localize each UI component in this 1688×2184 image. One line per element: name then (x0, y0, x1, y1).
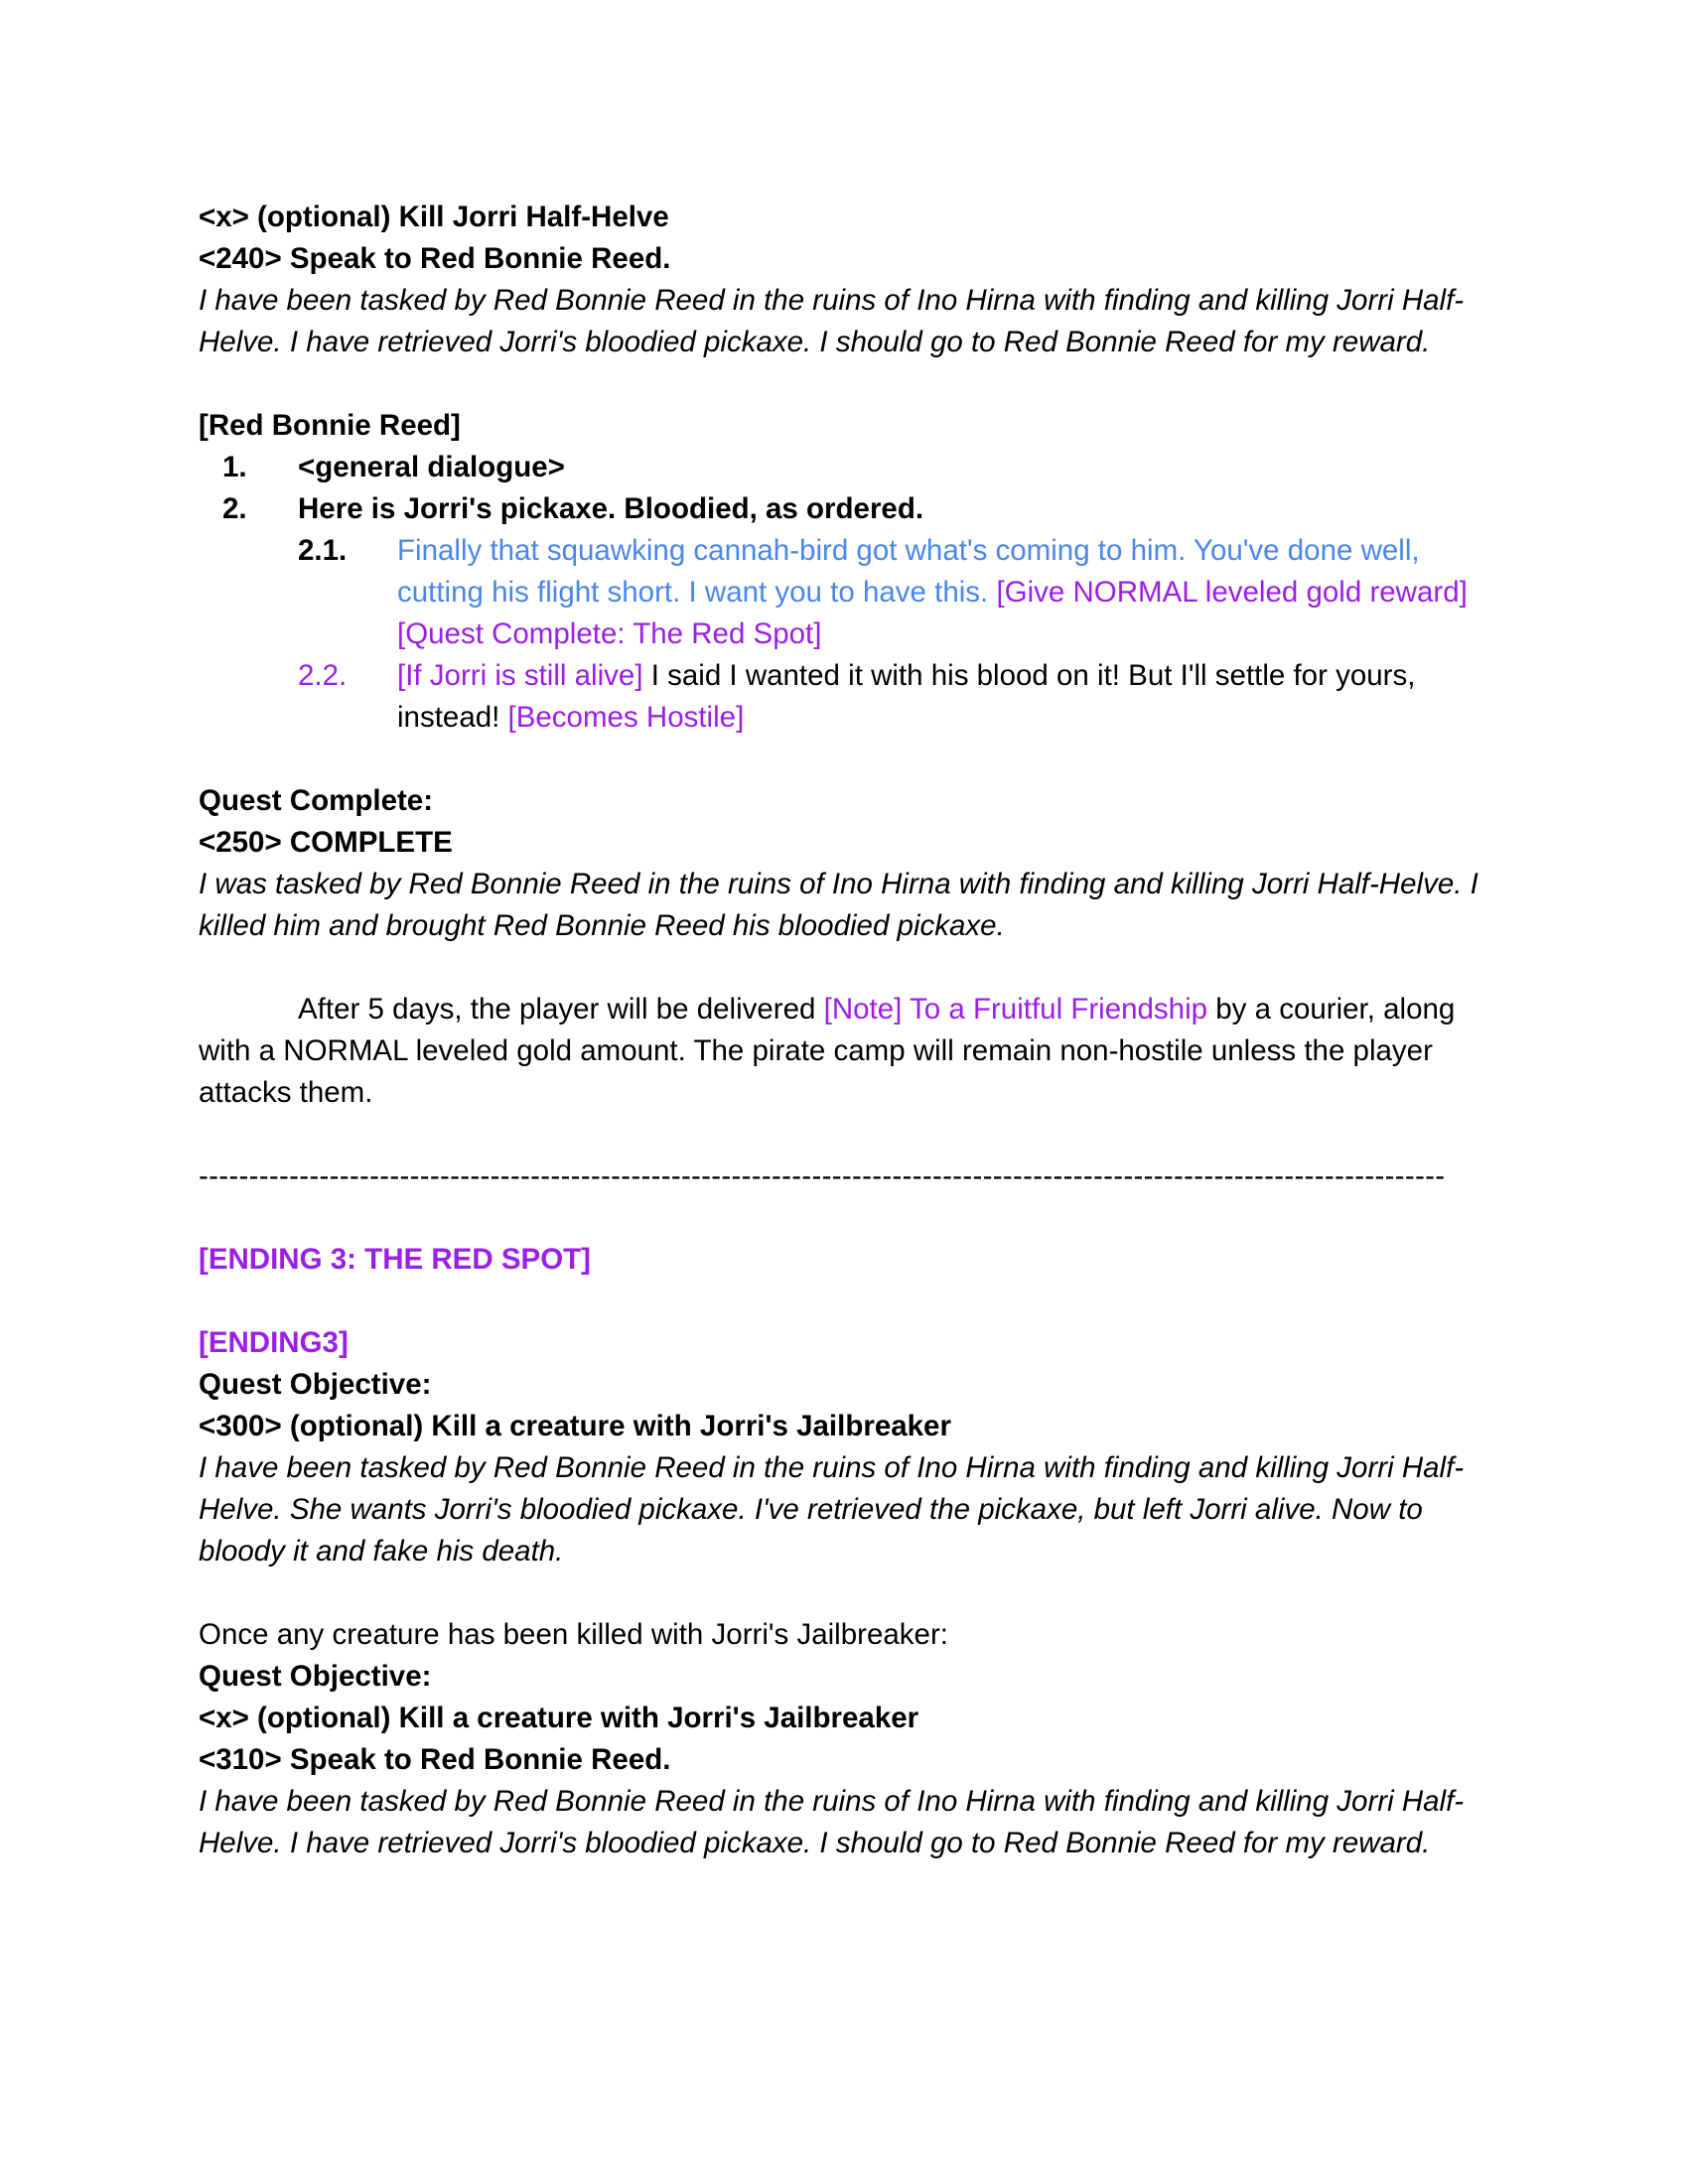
spacer (199, 739, 1489, 780)
option-number: 2. (222, 492, 247, 525)
journal-entry-250: I was tasked by Red Bonnie Reed in the ruins of Ino Hirna with finding and killing Jorri Half-Helve. I killed him and brought Red Bonnie Reed his bloodied pickaxe. (199, 868, 1478, 942)
ending-3-tag: [ENDING3] (199, 1326, 349, 1359)
spacer (199, 1197, 1489, 1239)
dialogue-reply-2-2 (199, 655, 1489, 739)
option-text: Here is Jorri's pickaxe. Bloodied, as ordered. (298, 492, 924, 525)
note-text-after: by a courier, along with a NORMAL leveled gold amount. The pirate camp will remain non-hostile unless the player attacks them. (199, 993, 1456, 1109)
spacer (199, 1572, 1489, 1614)
dialogue-option-2 (199, 488, 1489, 530)
spacer (199, 947, 1489, 989)
document-page (199, 197, 1489, 1864)
spacer (199, 1281, 1489, 1322)
journal-entry-240: I have been tasked by Red Bonnie Reed in the ruins of Ino Hirna with finding and killing Jorri Half-Helve. I have retrieved Jorri's bloodied pickaxe. I should go to Red Bonnie Reed for my reward. (199, 284, 1465, 358)
quest-objective-heading: Quest Objective: (199, 1368, 432, 1401)
section-divider: ---------------------------------------------------------------------------------------------------------------------------- (199, 1160, 1446, 1192)
stage-310: <310> Speak to Red Bonnie Reed. (199, 1743, 671, 1776)
note-text-before: After 5 days, the player will be delivered (298, 993, 824, 1025)
quest-complete-heading: Quest Complete: (199, 784, 434, 817)
reply-condition-tag: [If Jorri is still alive] (397, 659, 643, 692)
journal-entry-310: I have been tasked by Red Bonnie Reed in the ruins of Ino Hirna with finding and killing Jorri Half-Helve. I have retrieved Jorri's bloodied pickaxe. I should go to Red Bonnie Reed for my reward. (199, 1785, 1465, 1859)
option-number: 1. (222, 451, 247, 483)
reply-text: Finally that squawking cannah-bird got what's coming to him. You've done well, cutting his flight short. I want you to have this. (397, 534, 1420, 609)
stage-240: <240> Speak to Red Bonnie Reed. (199, 242, 671, 275)
reply-content (397, 530, 1489, 655)
objective-kill-jorri: <x> (optional) Kill Jorri Half-Helve (199, 201, 669, 233)
reply-number: 2.2. (298, 659, 348, 692)
spacer (199, 363, 1489, 405)
journal-entry-300: I have been tasked by Red Bonnie Reed in the ruins of Ino Hirna with finding and killing Jorri Half-Helve. She wants Jorri's bloodied pickaxe. I've retrieved the pickaxe, but left Jorri alive. Now to bloody it and fake his death. (199, 1451, 1465, 1568)
reply-number: 2.1. (298, 534, 348, 567)
trigger-text: Once any creature has been killed with Jorri's Jailbreaker: (199, 1618, 948, 1651)
speaker-label: [Red Bonnie Reed] (199, 409, 461, 442)
reply-action-tag: [Give NORMAL leveled gold reward][Quest Complete: The Red Spot] (397, 576, 1468, 650)
spacer (199, 1114, 1489, 1156)
quest-objective-heading-2: Quest Objective: (199, 1660, 432, 1693)
reply-content (397, 655, 1489, 739)
objective-kill-creature: <x> (optional) Kill a creature with Jorri's Jailbreaker (199, 1702, 919, 1734)
stage-300: <300> (optional) Kill a creature with Jorri's Jailbreaker (199, 1410, 951, 1442)
dialogue-reply-2-1 (199, 530, 1489, 655)
stage-250: <250> COMPLETE (199, 826, 453, 859)
reply-text: I said I wanted it with his blood on it! But I'll settle for yours, instead! (397, 659, 1416, 734)
ending-3-title-text: [ENDING 3: THE RED SPOT] (199, 1243, 591, 1276)
ending-3-title (199, 1239, 1489, 1281)
option-text: <general dialogue> (298, 451, 565, 483)
dialogue-option-1 (199, 447, 1489, 488)
note-link: [Note] To a Fruitful Friendship (823, 993, 1208, 1025)
reply-action-tag: [Becomes Hostile] (507, 701, 745, 734)
courier-note-paragraph (199, 989, 1489, 1114)
